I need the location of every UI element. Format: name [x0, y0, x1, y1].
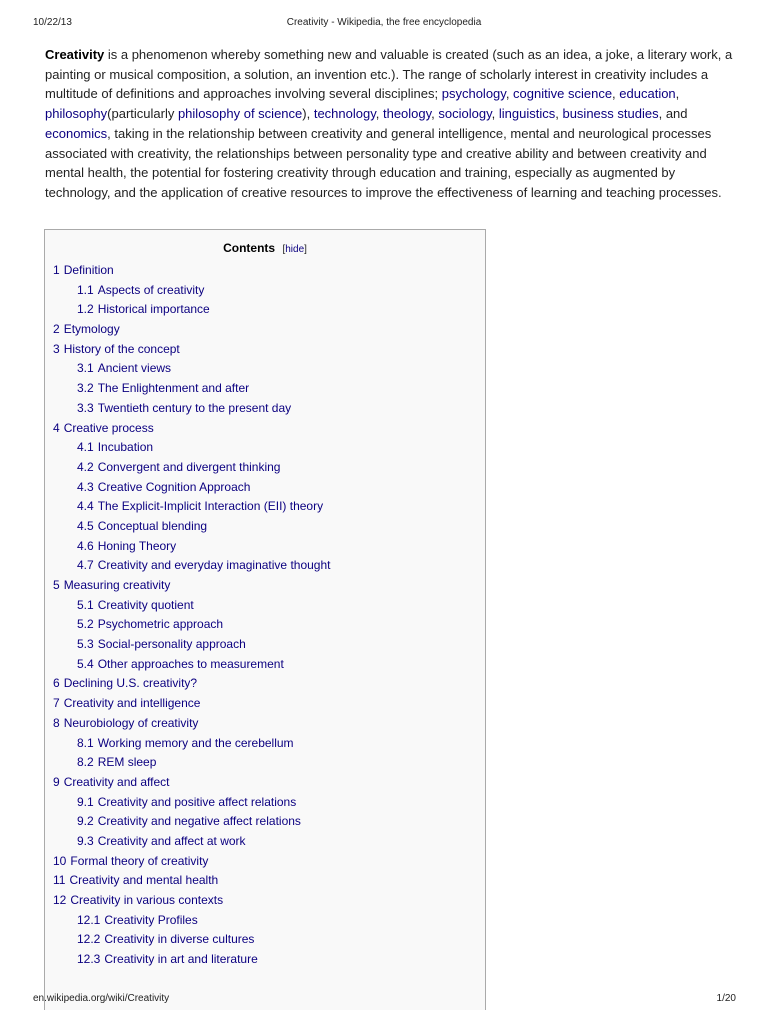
intro-link[interactable]: technology — [313, 106, 376, 122]
toc-number: 4.1 — [77, 440, 94, 455]
toc-item[interactable] — [53, 674, 330, 694]
toc-number: 10 — [53, 853, 67, 868]
toc-label: Incubation — [97, 440, 154, 455]
toc-item[interactable] — [53, 832, 330, 852]
toc-item[interactable] — [53, 478, 330, 498]
toc-label: Creativity in diverse cultures — [104, 932, 255, 947]
toc-label: Declining U.S. creativity? — [63, 676, 198, 691]
toc-label: Creativity and affect at work — [97, 833, 246, 848]
intro-text: , — [612, 86, 620, 102]
intro-text: (particularly — [107, 106, 178, 122]
toc-number: 12.3 — [77, 952, 101, 967]
toc-label: Social-personality approach — [97, 637, 246, 652]
toc-label: Historical importance — [97, 302, 210, 317]
toc-label: Neurobiology of creativity — [63, 715, 199, 730]
intro-link[interactable]: education — [619, 86, 676, 102]
toc-number: 7 — [53, 696, 60, 711]
table-of-contents — [44, 229, 486, 1010]
toc-item[interactable] — [53, 694, 330, 714]
toc-label: Measuring creativity — [63, 578, 171, 592]
intro-term: Creativity — [45, 47, 105, 62]
toc-label: Conceptual blending — [97, 518, 208, 533]
toc-item[interactable] — [53, 419, 330, 439]
toc-item[interactable] — [53, 655, 330, 675]
toc-label: Etymology — [63, 322, 120, 337]
toc-number: 9.3 — [77, 833, 94, 848]
toc-number: 8.1 — [77, 735, 94, 750]
intro-link[interactable]: linguistics — [498, 106, 556, 122]
toc-label: Creativity and intelligence — [63, 696, 201, 711]
toc-number: 4.2 — [77, 459, 94, 474]
toc-heading — [45, 241, 485, 255]
toc-label: Working memory and the cerebellum — [97, 735, 294, 750]
toc-item[interactable] — [53, 261, 330, 281]
toc-item[interactable] — [53, 773, 330, 793]
toc-item[interactable] — [53, 281, 330, 301]
toc-label: Ancient views — [97, 361, 172, 376]
intro-link[interactable]: cognitive science — [513, 86, 613, 102]
toc-number: 6 — [53, 676, 60, 691]
toc-item[interactable] — [53, 871, 330, 891]
toc-item[interactable] — [53, 320, 330, 340]
toc-item[interactable] — [53, 556, 330, 576]
toc-label: Psychometric approach — [97, 617, 224, 632]
toc-item[interactable] — [53, 576, 330, 596]
toc-item[interactable] — [53, 399, 330, 419]
intro-text: , — [675, 86, 680, 102]
toc-item[interactable] — [53, 911, 330, 931]
toc-number: 1.2 — [77, 302, 94, 317]
toc-item[interactable] — [53, 793, 330, 813]
toc-number: 5 — [53, 578, 60, 592]
page-number: 1/20 — [716, 993, 736, 1004]
toc-label: Aspects of creativity — [97, 282, 205, 297]
intro-text: , — [431, 106, 439, 122]
toc-number: 9 — [53, 774, 60, 789]
toc-item[interactable] — [53, 596, 330, 616]
toc-title: Contents — [223, 241, 276, 255]
intro-text: , — [505, 86, 514, 102]
toc-number: 3.2 — [77, 381, 94, 396]
print-date: 10/22/13 — [33, 17, 72, 28]
toc-hide-bracket-close: ] — [304, 244, 307, 255]
toc-label: Twentieth century to the present day — [97, 400, 292, 415]
intro-link[interactable]: economics — [45, 125, 108, 141]
toc-label: Other approaches to measurement — [97, 656, 284, 671]
intro-link[interactable]: philosophy of science — [177, 106, 303, 122]
toc-number: 4.7 — [77, 558, 94, 573]
toc-label: Creativity in art and literature — [104, 952, 258, 967]
toc-item[interactable] — [53, 734, 330, 754]
intro-text: , — [491, 106, 499, 122]
toc-label: Creativity quotient — [97, 597, 194, 612]
toc-label: Creativity and negative affect relations — [97, 814, 301, 829]
toc-item[interactable] — [53, 458, 330, 478]
toc-label: Creativity and everyday imaginative thought — [97, 558, 331, 573]
toc-number: 4.3 — [77, 479, 94, 494]
intro-link[interactable]: philosophy — [45, 106, 108, 122]
toc-item[interactable] — [53, 930, 330, 950]
print-title: Creativity - Wikipedia, the free encyclopedia — [286, 17, 482, 28]
toc-item[interactable] — [53, 497, 330, 517]
toc-hide-link[interactable]: hide — [285, 244, 305, 255]
intro-link[interactable]: theology — [382, 106, 432, 122]
toc-item[interactable] — [53, 517, 330, 537]
toc-number: 8.2 — [77, 755, 94, 770]
toc-list — [53, 261, 330, 970]
toc-number: 9.1 — [77, 794, 94, 809]
intro-text: , taking in the relationship between creativity and general intelligence, mental and neurological processes associated with creativity, the relationships between personality type and creative ability and between creativity and mental health, the potential for fostering creativity through education and training, especially as augmented by technology, and the application of creative resources to improve the effectiveness of learning and teaching processes. — [45, 125, 722, 200]
intro-paragraph — [45, 45, 735, 203]
toc-item[interactable] — [53, 615, 330, 635]
intro-text: is a phenomenon whereby something new and valuable is created (such as an idea, a joke, a literary work, a painting or musical composition, a solution, an invention etc.). The range of scholarly interest in creativity includes a multitude of definitions and approaches involving several disciplines; — [45, 47, 733, 102]
toc-number: 12.2 — [77, 932, 101, 947]
toc-number: 3.1 — [77, 361, 94, 376]
toc-number: 5.1 — [77, 597, 94, 612]
intro-text: , — [555, 106, 563, 122]
toc-label: Creative Cognition Approach — [97, 479, 251, 494]
print-header — [0, 17, 768, 31]
toc-item[interactable] — [53, 852, 330, 872]
toc-item[interactable] — [53, 340, 330, 360]
toc-label: History of the concept — [63, 341, 180, 356]
toc-label: Creativity Profiles — [104, 912, 198, 927]
toc-number: 4.6 — [77, 538, 94, 553]
toc-item[interactable] — [53, 379, 330, 399]
toc-number: 1.1 — [77, 282, 94, 297]
toc-number: 5.3 — [77, 637, 94, 652]
toc-label: Definition — [63, 263, 114, 277]
toc-item[interactable] — [53, 753, 330, 773]
toc-label: Convergent and divergent thinking — [97, 459, 281, 474]
toc-item[interactable] — [53, 950, 330, 970]
toc-number: 4 — [53, 420, 60, 435]
toc-label: The Enlightenment and after — [97, 381, 250, 396]
intro-text: ), — [302, 106, 314, 122]
toc-number: 4.5 — [77, 518, 94, 533]
print-footer — [0, 993, 768, 1007]
toc-number: 1 — [53, 263, 60, 277]
intro-text: , — [375, 106, 383, 122]
toc-hide-toggle — [282, 244, 306, 255]
toc-label: REM sleep — [97, 755, 157, 770]
toc-item[interactable] — [53, 812, 330, 832]
toc-item[interactable] — [53, 714, 330, 734]
intro-link[interactable]: psychology — [441, 86, 506, 102]
toc-label: Honing Theory — [97, 538, 177, 553]
toc-number: 8 — [53, 715, 60, 730]
toc-item[interactable] — [53, 891, 330, 911]
toc-label: Creativity and positive affect relations — [97, 794, 297, 809]
toc-item[interactable] — [53, 359, 330, 379]
toc-number: 12 — [53, 893, 67, 907]
toc-label: Creativity and affect — [63, 774, 170, 789]
intro-link[interactable]: business studies — [562, 106, 659, 122]
toc-item[interactable] — [53, 635, 330, 655]
toc-item[interactable] — [53, 537, 330, 557]
toc-number: 3.3 — [77, 400, 94, 415]
toc-label: Formal theory of creativity — [70, 853, 209, 868]
intro-link[interactable]: sociology — [438, 106, 492, 122]
toc-number: 4.4 — [77, 499, 94, 514]
print-url: en.wikipedia.org/wiki/Creativity — [33, 993, 170, 1004]
toc-number: 12.1 — [77, 912, 101, 927]
toc-hide-bracket-open: [ — [282, 244, 286, 255]
toc-item[interactable] — [53, 438, 330, 458]
toc-number: 11 — [53, 873, 66, 888]
toc-item[interactable] — [53, 300, 330, 320]
toc-number: 2 — [53, 322, 60, 337]
toc-label: Creative process — [63, 420, 154, 435]
intro-text: , and — [658, 106, 688, 122]
toc-number: 3 — [53, 341, 60, 356]
toc-number: 9.2 — [77, 814, 94, 829]
toc-label: Creativity in various contexts — [70, 893, 224, 907]
toc-label: The Explicit-Implicit Interaction (EII) theory — [97, 499, 324, 514]
toc-label: Creativity and mental health — [69, 873, 219, 888]
toc-number: 5.4 — [77, 656, 94, 671]
toc-number: 5.2 — [77, 617, 94, 632]
